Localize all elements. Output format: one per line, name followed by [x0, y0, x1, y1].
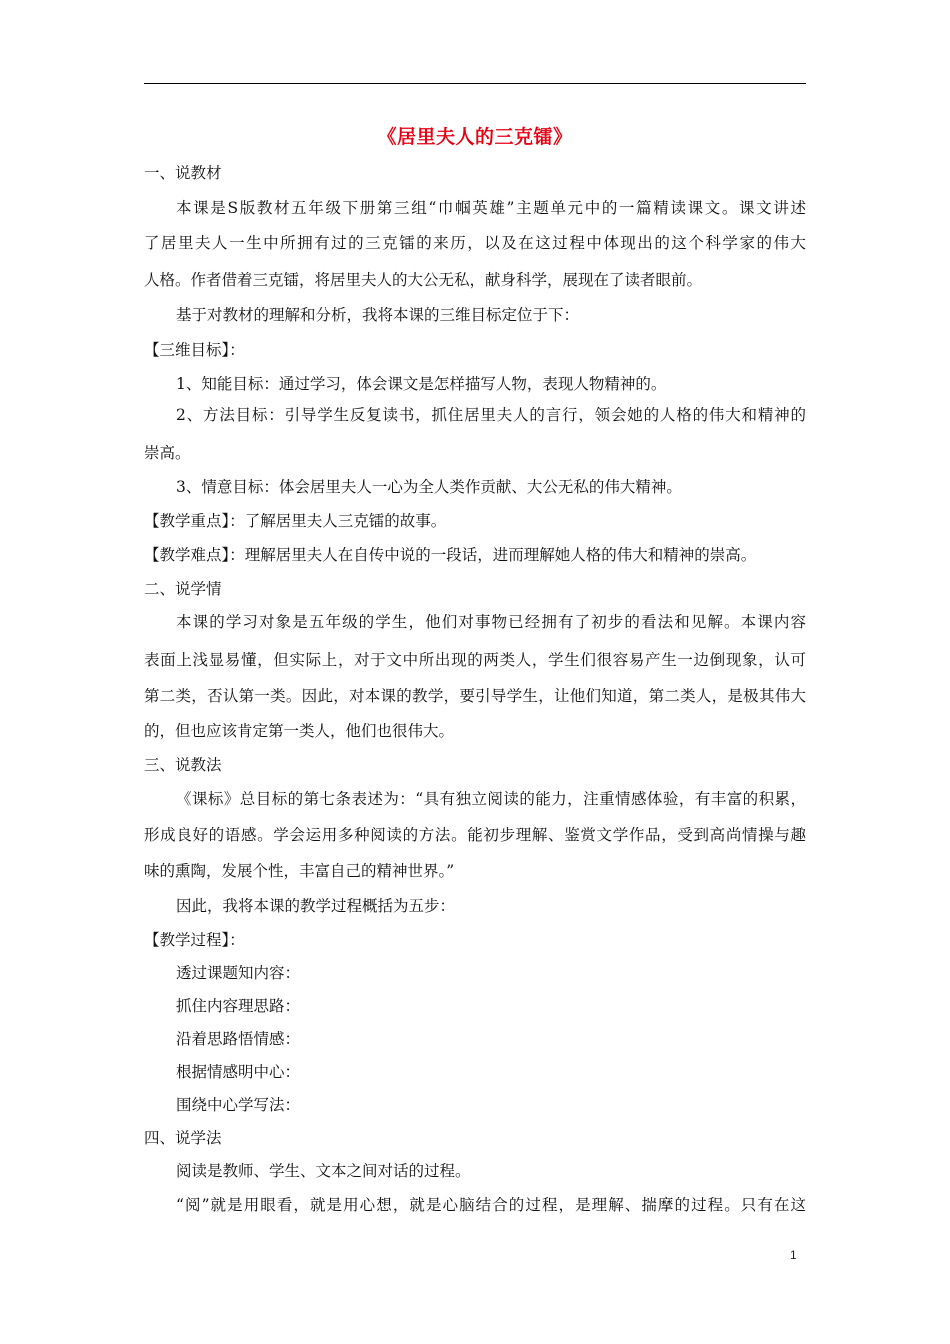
- goals-heading: 【三维目标】：: [144, 341, 245, 359]
- goal-item: 3、情意目标：体会居里夫人一心为全人类作贡献、大公无私的伟大精神。: [176, 478, 682, 496]
- paragraph-line: 本课的学习对象是五年级的学生，他们对事物已经拥有了初步的看法和见解。本课内容: [176, 613, 806, 631]
- page-number: 1: [790, 1248, 797, 1262]
- process-step: 抓住内容理思路：: [176, 997, 301, 1015]
- paragraph-line: 《课标》总目标的第七条表述为：“具有独立阅读的能力，注重情感体验，有丰富的积累，: [176, 790, 806, 808]
- section-heading-teaching-method: 三、说教法: [144, 756, 222, 774]
- paragraph-line: 形成良好的语感。学会运用多种阅读的方法。能初步理解、鉴赏文学作品，受到高尚情操与趣: [144, 826, 806, 844]
- process-heading: 【教学过程】：: [144, 931, 245, 949]
- section-heading-learning-method: 四、说学法: [144, 1129, 222, 1147]
- paragraph-line: 的，但也应该肯定第一类人，他们也很伟大。: [144, 722, 455, 740]
- process-step: 根据情感明中心：: [176, 1063, 301, 1081]
- goal-item: 1、知能目标：通过学习，体会课文是怎样描写人物，表现人物精神的。: [176, 375, 667, 393]
- paragraph-line: 味的熏陶，发展个性，丰富自己的精神世界。”: [144, 862, 455, 880]
- paragraph-line: 基于对教材的理解和分析，我将本课的三维目标定位于下：: [176, 306, 580, 324]
- section-heading-students: 二、说学情: [144, 580, 222, 598]
- paragraph-line: 人格。作者借着三克镭，将居里夫人的大公无私，献身科学，展现在了读者眼前。: [144, 271, 703, 289]
- process-step: 沿着思路悟情感：: [176, 1030, 301, 1048]
- process-step: 透过课题知内容：: [176, 964, 301, 982]
- paragraph-line: 表面上浅显易懂，但实际上，对于文中所出现的两类人，学生们很容易产生一边倒现象，认可: [144, 651, 806, 669]
- teaching-difficulty: 【教学难点】：理解居里夫人在自传中说的一段话，进而理解她人格的伟大和精神的崇高。: [144, 546, 757, 564]
- section-heading-teaching-material: 一、说教材: [144, 164, 222, 182]
- process-step: 围绕中心学写法：: [176, 1096, 301, 1114]
- paragraph-line: “阅”就是用眼看，就是用心想，就是心脑结合的过程，是理解、揣摩的过程。只有在这: [176, 1196, 806, 1214]
- goal-item-continuation: 崇高。: [144, 444, 191, 462]
- paragraph-line: 了居里夫人一生中所拥有过的三克镭的来历，以及在这过程中体现出的这个科学家的伟大: [144, 234, 806, 252]
- paragraph-line: 因此，我将本课的教学过程概括为五步：: [176, 897, 456, 915]
- header-rule: [144, 83, 806, 84]
- paragraph-line: 阅读是教师、学生、文本之间对话的过程。: [176, 1162, 471, 1180]
- paragraph-line: 本课是S版教材五年级下册第三组“巾帼英雄”主题单元中的一篇精读课文。课文讲述: [176, 199, 806, 217]
- goal-item: 2、方法目标：引导学生反复读书，抓住居里夫人的言行，领会她的人格的伟大和精神的: [176, 406, 806, 424]
- teaching-focus: 【教学重点】：了解居里夫人三克镭的故事。: [144, 512, 447, 530]
- document-title: 《居里夫人的三克镭》: [377, 126, 573, 148]
- paragraph-line: 第二类，否认第一类。因此，对本课的教学，要引导学生，让他们知道，第二类人，是极其伟大: [144, 687, 806, 705]
